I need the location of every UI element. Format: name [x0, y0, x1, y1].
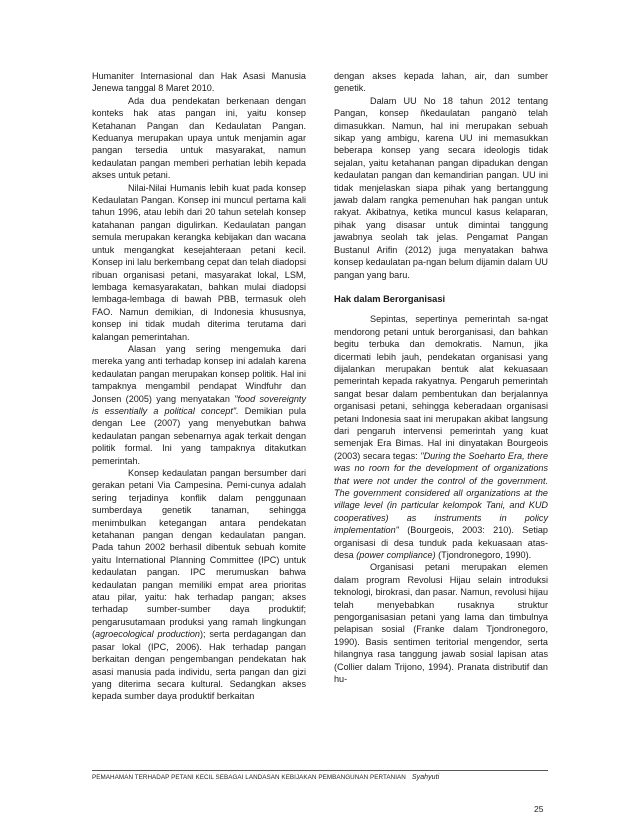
quote: "food sovereignty is essentially a political concept".: [92, 393, 306, 416]
paragraph: Organisasi petani merupakan elemen dalam program Revolusi Hijau selain introduksi teknologi, birokrasi, dan pasar. Namun, revolusi hijau telah menyebabkan rusaknya struktur pengorganisasian petani yang lama dan timbulnya pelapisan sosial (Franke dalam Tjondronegoro, 1990). Basis sentimen teritorial mengendor, serta hilangnya rasa tanggung jawab sosial lapisan atas (Collier dalam Trijono, 1994). Pranata distributif dan hu-: [334, 562, 548, 685]
paragraph: Nilai-Nilai Humanis lebih kuat pada konsep Kedaulatan Pangan. Konsep ini muncul pertama kali tahun 1996, atau lebih dari 20 tahun setelah konsep katahanan pangan digulirkan. Kedaulatan pangan semula merupakan kerangka kebijakan dan wacana untuk mengangkat kesejahteraan petani kecil. Konsep ini lalu berkembang cepat dan telah diadopsi ribuan organisasi petani, masyarakat lokal, LSM, lembaga kemasyarakatan, bahkan mulai diadopsi lembaga-lembaga di bawah PBB, termasuk oleh FAO. Namun demikian, di Indonesia khususnya, konsep ini tidak mudah diterima terutama dari kalangan pemerintahan.: [92, 182, 306, 342]
text-run: (Tjondronegoro, 1990).: [435, 550, 532, 561]
italic-term: (power compliance): [356, 550, 436, 561]
paragraph: [334, 313, 548, 561]
footer-author: Syahyuti: [411, 774, 440, 781]
text-run: Sepintas, sepertinya pemerintah sa-ngat mendorong petani untuk berorganisasi, dan bahkan begitu terbuka dan demokratis. Namun, jika dicermati lebih jauh, pendekatan organisasi yang dijalankan merupakan bentuk alat kekuasaan pemerintah kepada rakyatnya. Pengaruh pemerintah sangat besar dalam pembentukan dan berjalannya organisasi petani, sehingga keberadaan organisasi petani Indonesia saat ini merupakan akibat langsung dari pengaruh intervensi pemerintah yang kuat semenjak Era Bimas. Hal ini dinyatakan Bourgeois (2003) secara tegas:: [334, 314, 548, 461]
paragraph: Dalam UU No 18 tahun 2012 tentang Pangan, konsep ñkedaulatan panganò telah dimasukkan. Namun, hal ini merupakan sebuah sikap yang ambigu, karena UU ini memasukkan beberapa konsep yang secara ideologis tidak sejalan, yaitu ketahanan pangan dipadukan dengan kedaulatan pangan dan kemandirian pangan. UU ini tidak menjelaskan siapa pihak yang bertanggung jawab dalam rangka pemenuhan hak pangan untuk rakyat. Akibatnya, ketika muncul kasus kelaparan, pihak yang disasar untuk dimintai tanggung jawabnya seolah tak jelas. Pengamat Pangan Bustanul Arifin (2012) juga menyatakan bahwa konsep kedaulatan pa-ngan belum dijamin dalam UU pangan yang baru.: [334, 95, 548, 280]
left-column: [92, 70, 306, 703]
paragraph: [92, 467, 306, 703]
paragraph: Humaniter Internasional dan Hak Asasi Manusia Jenewa tanggal 8 Maret 2010.: [92, 71, 306, 94]
text-run: Alasan yang sering mengemuka dari mereka yang anti terhadap konsep ini adalah karena kedaulatan pangan merupakan konsep politik. Hal ini tampaknya mengambil pendapat Windfuhr dan Jonsen (2005) yang menyatakan: [92, 343, 306, 404]
text-run: Konsep kedaulatan pangan bersumber dari gerakan petani Via Campesina. Pemi-cunya adalah sering terjadinya konflik dalam penggunaan sumberdaya genetik tanaman, sehingga menimbulkan ketegangan antara pendekatan ketahanan pangan dengan kedaulatan pangan. Pada tahun 2002 berhasil dibentuk sebuah komite yaitu International Planning Committee (IPC) untuk kedaulatan pangan. IPC merumuskan bahwa kedaulatan pangan memiliki empat area prioritas atau pilar, yaitu: hak terhadap pangan; akses terhadap sumber-sumber daya produktif; pengarusutamaan produksi yang ramah lingkungan (: [92, 468, 306, 640]
section-heading: Hak dalam Berorganisasi: [334, 293, 446, 304]
italic-term: agroecological production: [95, 629, 200, 640]
quote: "During the Soeharto Era, there was no room for the development of organizations that were not under the control of the government. The government considered all organizations at the village level (in particular kelompok Tani, and KUD cooperatives) as instruments in policy implementation": [334, 450, 548, 536]
text-run: Demikian pula dengan Lee (2007) yang menyebutkan bahwa kedaulatan pangan sebenarnya agak terkait dengan politik formal. Ini yang tampaknya ditakutkan pemerintah.: [92, 405, 306, 466]
text-run: ); serta perdagangan dan pasar lokal (IPC, 2006). Hak terhadap pangan berkaitan dengan pengembangan pendekatan hak asasi manusia pada individu, serta pangan dan gizi yang diterima secara kultural. Sedangkan akses kepada sumber daya produktif berkaitan: [92, 629, 306, 702]
paragraph: Ada dua pendekatan berkenaan dengan konteks hak atas pangan ini, yaitu konsep Ketahanan Pangan dan Kedaulatan Pangan. Keduanya merupakan upaya untuk menjamin agar pangan tersedia untuk masyarakat, namun kedaulatan pangan memberi perhatian lebih kepada akses untuk petani.: [92, 95, 306, 181]
paragraph: [92, 343, 306, 467]
text-run: (Bourgeois, 2003: 210). Setiap organisasi di desa tunduk pada kekuasaan atas-desa: [334, 525, 548, 561]
page-number: 25: [534, 804, 544, 814]
right-column: [334, 70, 548, 686]
footer-rule: [92, 770, 548, 771]
running-footer: [92, 774, 552, 781]
paragraph: dengan akses kepada lahan, air, dan sumber genetik.: [334, 71, 548, 94]
footer-title: PEMAHAMAN TERHADAP PETANI KECIL SEBAGAI LANDASAN KEBIJAKAN PEMBANGUNAN PERTANIAN: [92, 774, 406, 781]
